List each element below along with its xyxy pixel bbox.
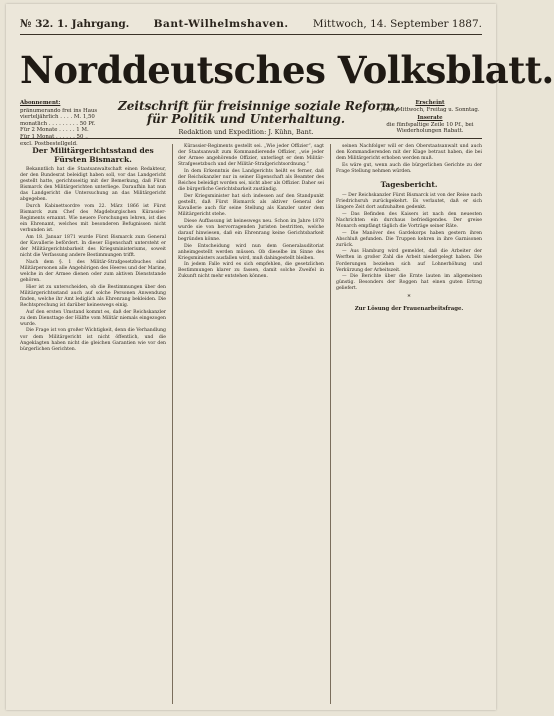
subscription-line: vierteljährlich . . . . M. 1,50 (20, 114, 95, 121)
subscription-line: excl. Postbestellgeld. (20, 140, 78, 147)
subscription-heading: Abonnement: (20, 100, 61, 106)
paragraph: Auf den ersten Umstand kommt es, daß der Reichskanzler zu dem Diensttage der Hälfte vom Militär niemals eingezogen wurde. (20, 309, 166, 327)
subscription-box (20, 100, 112, 147)
column-1-text (20, 167, 166, 353)
subtitle-line-1: Zeitschrift für freisinnige soziale Reform, (118, 99, 399, 113)
subscription-line: Für 2 Monate . . . . . 1 M. (20, 127, 89, 134)
column-3-news-text (336, 193, 482, 293)
paragraph: — Das Befinden des Kaisers ist nach den neuesten Nachrichten ein durchaus befriedigendes. Der greise Monarch empfängt täglich die Vorträge seiner Räte. (336, 211, 482, 229)
article-columns (20, 144, 482, 704)
column-2 (172, 144, 324, 704)
separator-ornament: * (407, 294, 411, 302)
paragraph: Die Frage ist von großer Wichtigkeit, denn die Verhandlung vor dem Militärgericht ist nicht öffentlich, und die Angeklagten haben nicht die gleichen Garantien wie vor den bürgerlichen Gerichten. (20, 328, 166, 352)
paragraph: Die Entscheidung wird nun dem Generalauditoriat anheimgestellt werden müssen. Ob dieselbe im Sinne des Kriegsministers ausfallen wird, muß dahingestellt bleiben. (178, 243, 324, 261)
subscription-line: pränumerando frei ins Haus (20, 107, 98, 114)
paragraph: Diese Auffassung ist keineswegs neu. Schon im Jahre 1878 wurde sie von hervorragenden Juristen bestritten, welche darauf hinwiesen, daß ein Ehrenrang keine Gerichtsbarkeit begründen könne. (178, 218, 324, 242)
section-heading-tagesbericht: Tagesbericht. (380, 179, 438, 189)
paragraph: seinen Nachfolger will er den Oberstaatsanwalt und auch den Kommandierenden mit der Klage betraut haben, die bei dem Militärgericht erhoben werden muß. (336, 144, 482, 162)
masthead-title: Norddeutsches Volksblatt. (20, 48, 554, 92)
paragraph: Nach dem §. 1 des Militär-Strafgesetzbuches sind Militärpersonen alle Angehörigen des Heeres und der Marine, welche in der Armee dienen oder zum aktiven Dienststande gehören. (20, 259, 166, 284)
column-3-text (336, 144, 482, 175)
article-subheading: Zur Lösung der Frauenarbeitsfrage. (354, 306, 464, 313)
paragraph: Der Kriegsminister hat sich indessen auf den Standpunkt gestellt, daß Fürst Bismarck als aktiver General der Kavallerie auch für seine Stellung als Kanzler unter dem Militärgericht stehe. (178, 193, 324, 218)
paragraph: In dem Erkenntnis des Landgerichts heißt es ferner, daß der Reichskanzler nur in seiner Eigenschaft als Beamter des Reiches beleidigt worden sei, nicht aber als Offizier. Daher sei die bürgerliche Gerichtsbarkeit zuständig. (178, 168, 324, 193)
newspaper-page (6, 4, 554, 710)
paragraph: — Aus Hamburg wird gemeldet, daß die Arbeiter der Werften in großer Zahl die Arbeit niedergelegt haben. Die Forderungen beziehen sich auf Lohnerhöhung und Verkürzung der Arbeitszeit. (336, 249, 482, 273)
subscription-line: Für 1 Monat . . . . . . 50 „ (20, 133, 88, 140)
article-headline: Der Militärgerichtsstand des Fürsten Bismarck. (32, 146, 154, 164)
paragraph: In jedem Falle wird es sich empfehlen, die gesetzlichen Bestimmungen klarer zu fassen, damit solche Zweifel in Zukunft nicht mehr entstehen können. (178, 262, 324, 280)
paragraph: Bekanntlich hat die Staatsanwaltschaft einen Redakteur, der den Bundesrat beleidigt haben soll, vor das Landgericht gestellt hatte, gerichtsseitig mit der Bemerkung, daß Fürst Bismarck den Militärgerichten unterliege. Daraufhin hat nun das Landgericht die Untersuchung an das Militärgericht abgegeben. (20, 167, 166, 203)
inserate-heading: Inserate (417, 115, 443, 122)
column-1 (20, 144, 166, 704)
publication-info-box (378, 100, 482, 135)
paragraph: — Die Berichte über die Ernte lauten im allgemeinen günstig. Besonders der Roggen hat einen guten Ertrag geliefert. (336, 274, 482, 292)
erscheint-heading: Erscheint (415, 100, 445, 106)
paragraph: Hier ist zu unterscheiden, ob die Bestimmungen über den Militärgerichtsstand auch auf solche Personen Anwendung finden, welche ihr Amt lediglich als Ehrenrang bekleiden. Die Rechtsprechung ist darüber keineswegs einig. (20, 284, 166, 309)
paragraph: — Die Manöver des Gardekorps haben gestern ihren Abschluß gefunden. Die Truppen kehren in ihre Garnisonen zurück. (336, 230, 482, 248)
column-3 (330, 144, 482, 704)
paragraph: Kürassier-Regiments gestellt sei. „Wie jeder Offizier“, sagt der Staatsanwalt zum Kommandierende Offizier, „wie jeder der Armee angehörende Offizier, unterliegt er dem Militär-Strafgesetzbuch und der Militär-Strafgerichtsordnung.“ (178, 144, 324, 168)
subtitle-line-2: für Politik und Unterhaltung. (146, 112, 346, 126)
subtitle-block (118, 99, 399, 137)
paragraph: — Der Reichskanzler Fürst Bismarck ist von der Reise nach Friedrichsruh zurückgekehrt. Es verlautet, daß er sich längere Zeit dort aufzuhalten gedenkt. (336, 192, 482, 211)
paragraph: Am 18. Januar 1871 wurde Fürst Bismarck zum General der Kavallerie befördert. In dieser Eigenschaft untersteht er der Militärgerichtsbarkeit des Kriegsministeriums, soweit nicht die Verfassung andere Bestimmungen trifft. (20, 235, 166, 259)
subscription-lines (20, 108, 112, 148)
paragraph: Durch Kabinettsordre vom 22. März 1866 ist Fürst Bismarck zum Chef des Magdeburgischen Kürassier-Regiments ernannt. Wie neuere Forschungen lehren, ist dies ein Ehrenamt, welches mit besonderen Befugnissen nicht verbunden ist. (20, 204, 166, 234)
column-2-text (178, 144, 324, 281)
issue-date: Mittwoch, 14. September 1887. (312, 18, 482, 30)
issue-number: № 32. 1. Jahrgang. (20, 18, 130, 30)
paragraph: Es wäre gut, wenn auch die bürgerlichen Gerichte zu der Frage Stellung nehmen würden. (336, 162, 482, 174)
editorial-office: Redaktion und Expedition: J. Kühn, Bant. (178, 128, 314, 136)
publication-place: Bant-Wilhelmshaven. (153, 18, 289, 30)
subscription-line: monatlich . . . . . . . . . 50 Pf. (20, 120, 96, 127)
masthead-bottom-rule (20, 138, 482, 139)
inserate-text: die fünfspaltige Zeile 10 Pf., bei Wiederholungen Rabatt. (386, 121, 474, 135)
header-rule (20, 34, 482, 35)
header-line (20, 18, 482, 30)
erscheint-text: jeden Mittwoch, Freitag u. Sonntag. (380, 106, 480, 113)
